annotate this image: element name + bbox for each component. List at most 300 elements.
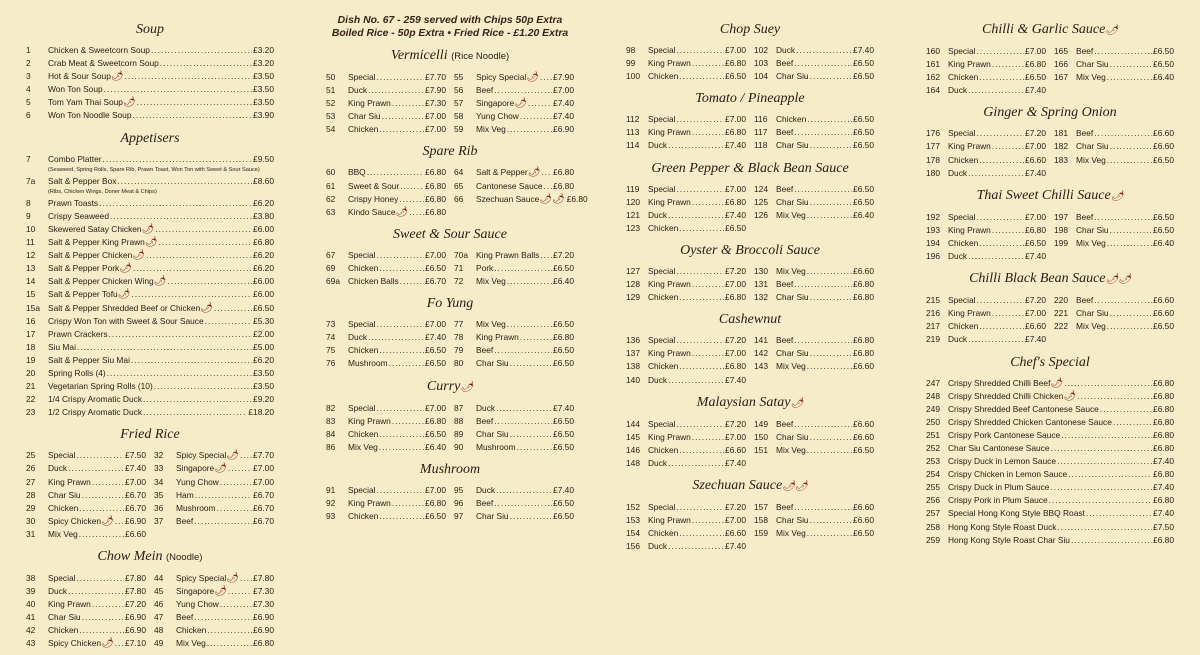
item-price: £6.50 — [853, 183, 874, 194]
item-price: £6.50 — [725, 71, 746, 82]
menu-item — [926, 468, 1174, 481]
dot-leader — [968, 333, 1024, 346]
menu-item — [626, 113, 746, 126]
menu-item — [26, 462, 146, 475]
menu-item-wrap — [454, 344, 574, 357]
item-number: 259 — [926, 534, 940, 545]
item-name: Char Siu — [776, 348, 809, 359]
section-title-text: Oyster & Broccoli Sauce — [680, 242, 820, 258]
dot-leader — [676, 183, 724, 196]
item-name: Mushroom — [176, 502, 216, 513]
item-price: £7.30 — [425, 98, 446, 109]
item-number: 69 — [326, 262, 336, 273]
item-price: £3.50 — [253, 367, 274, 378]
menu-item-wrap — [626, 334, 746, 347]
item-number: 78 — [454, 332, 464, 343]
dot-leader — [1107, 237, 1152, 250]
menu-item-wrap — [26, 637, 146, 650]
menu-item-wrap — [1054, 154, 1174, 167]
section-fo-yung — [326, 294, 574, 370]
item-number: 248 — [926, 390, 940, 401]
menu-item — [926, 211, 1046, 224]
item-number: 56 — [454, 85, 464, 96]
item-name: Beef — [776, 58, 794, 69]
menu-item — [326, 180, 446, 193]
item-name: Special — [348, 249, 376, 260]
menu-item-wrap — [26, 393, 274, 406]
menu-item-wrap — [626, 374, 746, 387]
section-title — [626, 393, 874, 414]
menu-item-wrap — [26, 275, 274, 288]
menu-item-wrap — [454, 110, 574, 123]
item-price: £7.40 — [553, 98, 574, 109]
item-price: £7.00 — [425, 484, 446, 495]
dot-leader — [1077, 390, 1152, 403]
menu-item — [454, 497, 574, 510]
dot-leader — [1094, 294, 1152, 307]
menu-item-wrap — [926, 481, 1174, 494]
item-number: 90 — [454, 441, 464, 452]
column-2 — [326, 14, 588, 527]
item-price: £7.40 — [125, 463, 146, 474]
item-number: 161 — [926, 59, 940, 70]
item-price: £7.30 — [253, 586, 274, 597]
menu-item-wrap — [26, 315, 274, 328]
item-number: 144 — [626, 418, 640, 429]
menu-item — [926, 403, 1174, 416]
menu-item — [626, 431, 746, 444]
item-price: £6.60 — [853, 501, 874, 512]
items-right — [1054, 211, 1174, 263]
menu-item — [26, 223, 274, 236]
chili-icon: 🌶 — [460, 381, 474, 393]
item-price: £6.60 — [853, 265, 874, 276]
item-price: £6.90 — [125, 515, 146, 526]
item-number: 182 — [1054, 141, 1068, 152]
chili-icon: 🌶 — [226, 573, 239, 584]
section-title-text: Green Pepper & Black Bean Sauce — [651, 160, 849, 176]
menu-item-wrap — [754, 57, 874, 70]
item-name: Mushroom — [476, 441, 516, 452]
item-name: Char Siu — [348, 111, 381, 122]
section-title-text: Chilli Black Bean Sauce — [969, 271, 1106, 287]
menu-item-wrap — [326, 262, 446, 275]
item-price: £6.80 — [553, 167, 574, 178]
dot-leader — [1071, 534, 1152, 547]
item-number: 34 — [154, 476, 164, 487]
item-price: £7.00 — [425, 111, 446, 122]
item-number: 141 — [754, 335, 768, 346]
item-name: Mix Veg — [476, 276, 506, 287]
menu-item — [454, 402, 574, 415]
item-price: £6.80 — [425, 497, 446, 508]
menu-item — [926, 250, 1046, 263]
section-items — [26, 572, 274, 651]
items-left — [326, 166, 446, 218]
menu-item — [326, 193, 446, 206]
item-number: 217 — [926, 321, 940, 332]
menu-item — [26, 288, 274, 301]
item-price: £7.40 — [725, 209, 746, 220]
item-name: Won Ton Noodle Soup — [48, 110, 132, 121]
item-price: £6.50 — [853, 71, 874, 82]
dot-leader — [692, 347, 724, 360]
item-name: 1/2 Crispy Aromatic Duck — [48, 407, 143, 418]
item-name: Mix Veg — [1076, 321, 1106, 332]
menu-item-wrap — [26, 175, 274, 197]
item-price: £8.60 — [253, 175, 274, 186]
item-name: Sweet & Sour — [348, 180, 400, 191]
item-number: 46 — [154, 599, 164, 610]
dot-leader — [376, 71, 424, 84]
menu-item — [26, 572, 146, 585]
item-number: 118 — [754, 140, 768, 151]
menu-item — [454, 318, 574, 331]
menu-item-wrap — [26, 598, 146, 611]
menu-item-wrap — [626, 418, 746, 431]
item-name: Mix Veg — [776, 265, 806, 276]
item-number: 95 — [454, 484, 464, 495]
dot-leader — [692, 514, 724, 527]
menu-item — [454, 484, 574, 497]
dot-leader — [1094, 45, 1152, 58]
item-name: Crispy Seaweed — [48, 210, 109, 221]
dot-leader — [228, 462, 252, 475]
menu-item — [1054, 211, 1174, 224]
item-number: 23 — [26, 407, 36, 418]
menu-item — [626, 196, 746, 209]
items-left — [926, 45, 1046, 97]
item-number: 221 — [1054, 308, 1068, 319]
item-number: 17 — [26, 328, 36, 339]
item-price: £6.60 — [853, 418, 874, 429]
dot-leader — [810, 514, 852, 527]
section-items — [926, 294, 1174, 346]
item-name: King Prawn Balls — [476, 249, 540, 260]
menu-item-wrap — [1054, 127, 1174, 140]
dot-leader — [77, 341, 252, 354]
menu-item-wrap — [626, 265, 746, 278]
item-price: £6.80 — [1153, 442, 1174, 453]
section-items — [326, 71, 574, 136]
dot-leader — [679, 222, 724, 235]
item-name: Special — [348, 319, 376, 330]
chili-icon: 🌶🌶 — [782, 480, 808, 492]
item-price: £6.90 — [125, 625, 146, 636]
item-name: Beef — [1076, 211, 1094, 222]
menu-item — [926, 71, 1046, 84]
item-price: £7.80 — [253, 573, 274, 583]
item-price: £6.80 — [553, 332, 574, 343]
menu-item-wrap — [26, 476, 146, 489]
menu-item-wrap — [626, 70, 746, 83]
section-title-text: Sweet & Sour Sauce — [393, 226, 507, 242]
item-number: 39 — [26, 586, 36, 597]
menu-item-wrap — [626, 514, 746, 527]
dot-leader — [82, 611, 124, 624]
chili-icon: 🌶 — [214, 586, 227, 598]
item-price: £6.60 — [1153, 308, 1174, 319]
section-title — [926, 269, 1174, 290]
menu-item-wrap — [326, 166, 446, 179]
menu-item-wrap — [326, 71, 446, 84]
item-name: Beef — [476, 85, 494, 96]
dot-leader — [220, 476, 252, 489]
item-name: Chicken — [348, 428, 379, 439]
dot-leader — [379, 262, 424, 275]
dot-leader — [1107, 154, 1152, 167]
section-title-text: Chef's Special — [1010, 354, 1090, 370]
dot-leader — [154, 380, 252, 393]
item-price: £6.80 — [725, 127, 746, 138]
item-price: £7.00 — [425, 124, 446, 135]
item-number: 29 — [26, 502, 36, 513]
item-note: (Seaweed, Spring Rolls, Spare Rib, Prawn Toast, Won Ton with Sweet & Sour Sauce) — [48, 166, 260, 173]
menu-item-wrap — [926, 250, 1046, 263]
item-name: Special — [948, 211, 976, 222]
item-price: £6.50 — [1153, 211, 1174, 222]
item-number: 49 — [154, 638, 164, 649]
menu-item-wrap — [754, 265, 874, 278]
item-name: Beef — [776, 501, 794, 512]
chili-icon: 🌶 — [1050, 377, 1064, 389]
item-name: Salt & Pepper — [476, 167, 528, 178]
dot-leader — [676, 501, 724, 514]
item-price: £7.20 — [725, 335, 746, 346]
item-name: Mushroom — [348, 358, 388, 369]
item-price: £6.60 — [1153, 295, 1174, 306]
items-right — [754, 265, 874, 304]
item-price: £7.00 — [725, 515, 746, 526]
item-number: 152 — [626, 501, 640, 512]
section-title-text: Ginger & Spring Onion — [983, 105, 1117, 121]
menu-item-wrap — [454, 441, 574, 454]
dot-leader — [1100, 403, 1152, 416]
item-price: £6.80 — [1153, 403, 1174, 414]
menu-item-wrap — [926, 224, 1046, 237]
dot-leader — [1061, 429, 1152, 442]
item-name: Duck — [948, 334, 968, 345]
menu-item-wrap — [454, 123, 574, 136]
menu-item — [154, 476, 274, 489]
menu-item-wrap — [626, 139, 746, 152]
item-name: Spicy Special — [176, 450, 227, 461]
item-name: Siu Mai — [48, 341, 76, 352]
menu-item-wrap — [326, 428, 446, 441]
menu-item-wrap — [754, 501, 874, 514]
item-number: 1 — [26, 45, 31, 55]
section-title-text: Mushroom — [419, 461, 481, 477]
dot-leader — [1107, 71, 1152, 84]
item-name: Crispy Duck in Plum Sauce — [948, 482, 1050, 493]
menu-item-wrap — [326, 206, 446, 219]
item-number: 148 — [626, 457, 640, 468]
item-name: Salt & Pepper Chicken Wing — [48, 276, 154, 287]
menu-item — [454, 193, 588, 206]
item-name: Beef — [476, 497, 494, 508]
section-chilli-black-bean — [926, 269, 1174, 346]
item-price: £6.50 — [1153, 224, 1174, 235]
item-number: 43 — [26, 638, 36, 649]
section-title-text: Tomato / Pineapple — [695, 91, 805, 107]
item-number: 222 — [1054, 321, 1068, 332]
item-name: Salt & Pepper King Prawn — [48, 237, 145, 248]
item-name: Mix Veg — [476, 319, 506, 330]
item-name: Char Siu — [476, 511, 509, 522]
menu-item-wrap — [454, 318, 574, 331]
dot-leader — [676, 265, 724, 278]
item-name: Chicken — [648, 71, 679, 82]
item-price: £6.80 — [1153, 416, 1174, 427]
item-name: Beef — [176, 515, 194, 526]
item-number: 176 — [926, 128, 940, 139]
item-number: 12 — [26, 250, 36, 261]
item-number: 103 — [754, 58, 768, 69]
item-price: £6.90 — [125, 612, 146, 623]
menu-item — [26, 328, 274, 341]
menu-item — [454, 331, 574, 344]
item-number: 74 — [326, 332, 336, 343]
dot-leader — [1051, 442, 1153, 455]
chili-icon: 🌶 — [1105, 25, 1118, 36]
chili-icon: 🌶 — [514, 98, 527, 110]
item-number: 89 — [454, 428, 464, 439]
item-number: 71 — [454, 262, 464, 273]
section-title-text: Cashewnut — [718, 312, 782, 328]
menu-item — [326, 249, 446, 262]
item-name: Chicken — [348, 345, 379, 356]
items-left — [626, 183, 746, 235]
item-price: £7.00 — [725, 45, 746, 55]
item-price: £7.20 — [1025, 295, 1046, 306]
item-name: Duck — [648, 457, 668, 468]
item-number: 112 — [626, 114, 640, 125]
item-name: Chicken — [648, 222, 679, 233]
item-name: Duck — [648, 140, 668, 151]
menu-item-wrap — [926, 521, 1174, 534]
menu-item — [1054, 224, 1174, 237]
item-price: £6.80 — [853, 335, 874, 346]
section-title — [626, 159, 874, 179]
item-price: £6.80 — [1153, 469, 1174, 480]
dot-leader — [507, 318, 552, 331]
menu-item-wrap — [1054, 211, 1174, 224]
item-price: £7.00 — [425, 249, 446, 260]
section-title-text: Malaysian Satay — [696, 394, 791, 410]
dot-leader — [794, 418, 852, 431]
item-price: £7.90 — [425, 85, 446, 96]
item-name: Chicken — [776, 114, 807, 125]
items-right — [754, 418, 874, 470]
item-number: 70a — [454, 249, 468, 260]
item-price: £6.80 — [853, 348, 874, 359]
menu-item — [26, 210, 274, 223]
item-number: 126 — [754, 209, 768, 220]
item-price: £6.80 — [425, 193, 446, 204]
item-number: 82 — [326, 402, 336, 413]
menu-item — [754, 265, 874, 278]
dot-leader — [510, 357, 552, 370]
item-name: Spicy Special — [476, 72, 527, 82]
menu-item — [626, 444, 746, 457]
dot-leader — [79, 502, 124, 515]
item-number: 20 — [26, 367, 36, 378]
item-number: 104 — [754, 71, 768, 82]
menu-item — [1054, 237, 1174, 250]
item-name: Crispy Shredded Chilli Beef — [948, 377, 1051, 388]
menu-item — [626, 514, 746, 527]
item-price: £6.50 — [553, 319, 574, 330]
item-number: 59 — [454, 124, 464, 135]
items-right — [1054, 127, 1174, 179]
dot-leader — [810, 431, 852, 444]
dot-leader — [1110, 140, 1152, 153]
item-price: £6.20 — [253, 263, 274, 274]
section-items — [26, 44, 274, 123]
item-price: £7.80 — [125, 573, 146, 583]
item-price: £7.40 — [1153, 508, 1174, 519]
section-items — [26, 153, 274, 420]
menu-item — [926, 481, 1174, 494]
menu-item — [626, 347, 746, 360]
dot-leader — [110, 210, 252, 223]
section-title — [326, 377, 574, 398]
dot-leader — [379, 510, 424, 523]
dot-leader — [992, 140, 1024, 153]
section-chop-suey — [626, 20, 874, 83]
section-title — [626, 241, 874, 261]
item-price: £6.50 — [853, 196, 874, 207]
item-name: Char Siu Cantonese Sauce — [948, 442, 1050, 453]
items-right — [454, 71, 574, 136]
item-name: Yung Chow — [176, 476, 219, 487]
dot-leader — [510, 510, 552, 523]
menu-item — [154, 611, 274, 624]
item-number: 72 — [454, 276, 464, 287]
item-price: £7.40 — [725, 541, 746, 552]
item-name: Spicy Chicken — [48, 515, 102, 526]
item-price: £6.80 — [1153, 495, 1174, 506]
chili-icon: 🌶 — [144, 237, 158, 249]
dot-leader — [544, 180, 552, 193]
item-price: £6.70 — [253, 502, 274, 513]
item-name: Chicken — [648, 292, 679, 303]
section-vermicelli — [326, 46, 574, 136]
menu-item — [626, 291, 746, 304]
dot-leader — [1107, 320, 1152, 333]
menu-item-wrap — [626, 444, 746, 457]
item-name: Crispy Shredded Chicken Cantonese Sauce — [948, 416, 1112, 427]
item-price: £6.80 — [566, 193, 588, 204]
menu-item — [26, 275, 274, 288]
section-title-text: Fried Rice — [120, 427, 180, 443]
item-number: 128 — [626, 279, 640, 290]
item-name: Beef — [776, 127, 794, 138]
item-number: 35 — [154, 489, 164, 500]
item-name: Singapore — [476, 98, 515, 109]
menu-item-wrap — [454, 357, 574, 370]
menu-item-wrap — [26, 197, 274, 210]
item-name: Chicken — [176, 625, 207, 636]
item-price: £5.30 — [253, 315, 274, 326]
item-price: £6.90 — [253, 625, 274, 636]
items-left — [626, 265, 746, 304]
section-title — [326, 225, 574, 245]
menu-item-wrap — [754, 347, 874, 360]
menu-item-wrap — [154, 502, 274, 515]
dot-leader — [1057, 521, 1152, 534]
item-number: 153 — [626, 515, 640, 526]
